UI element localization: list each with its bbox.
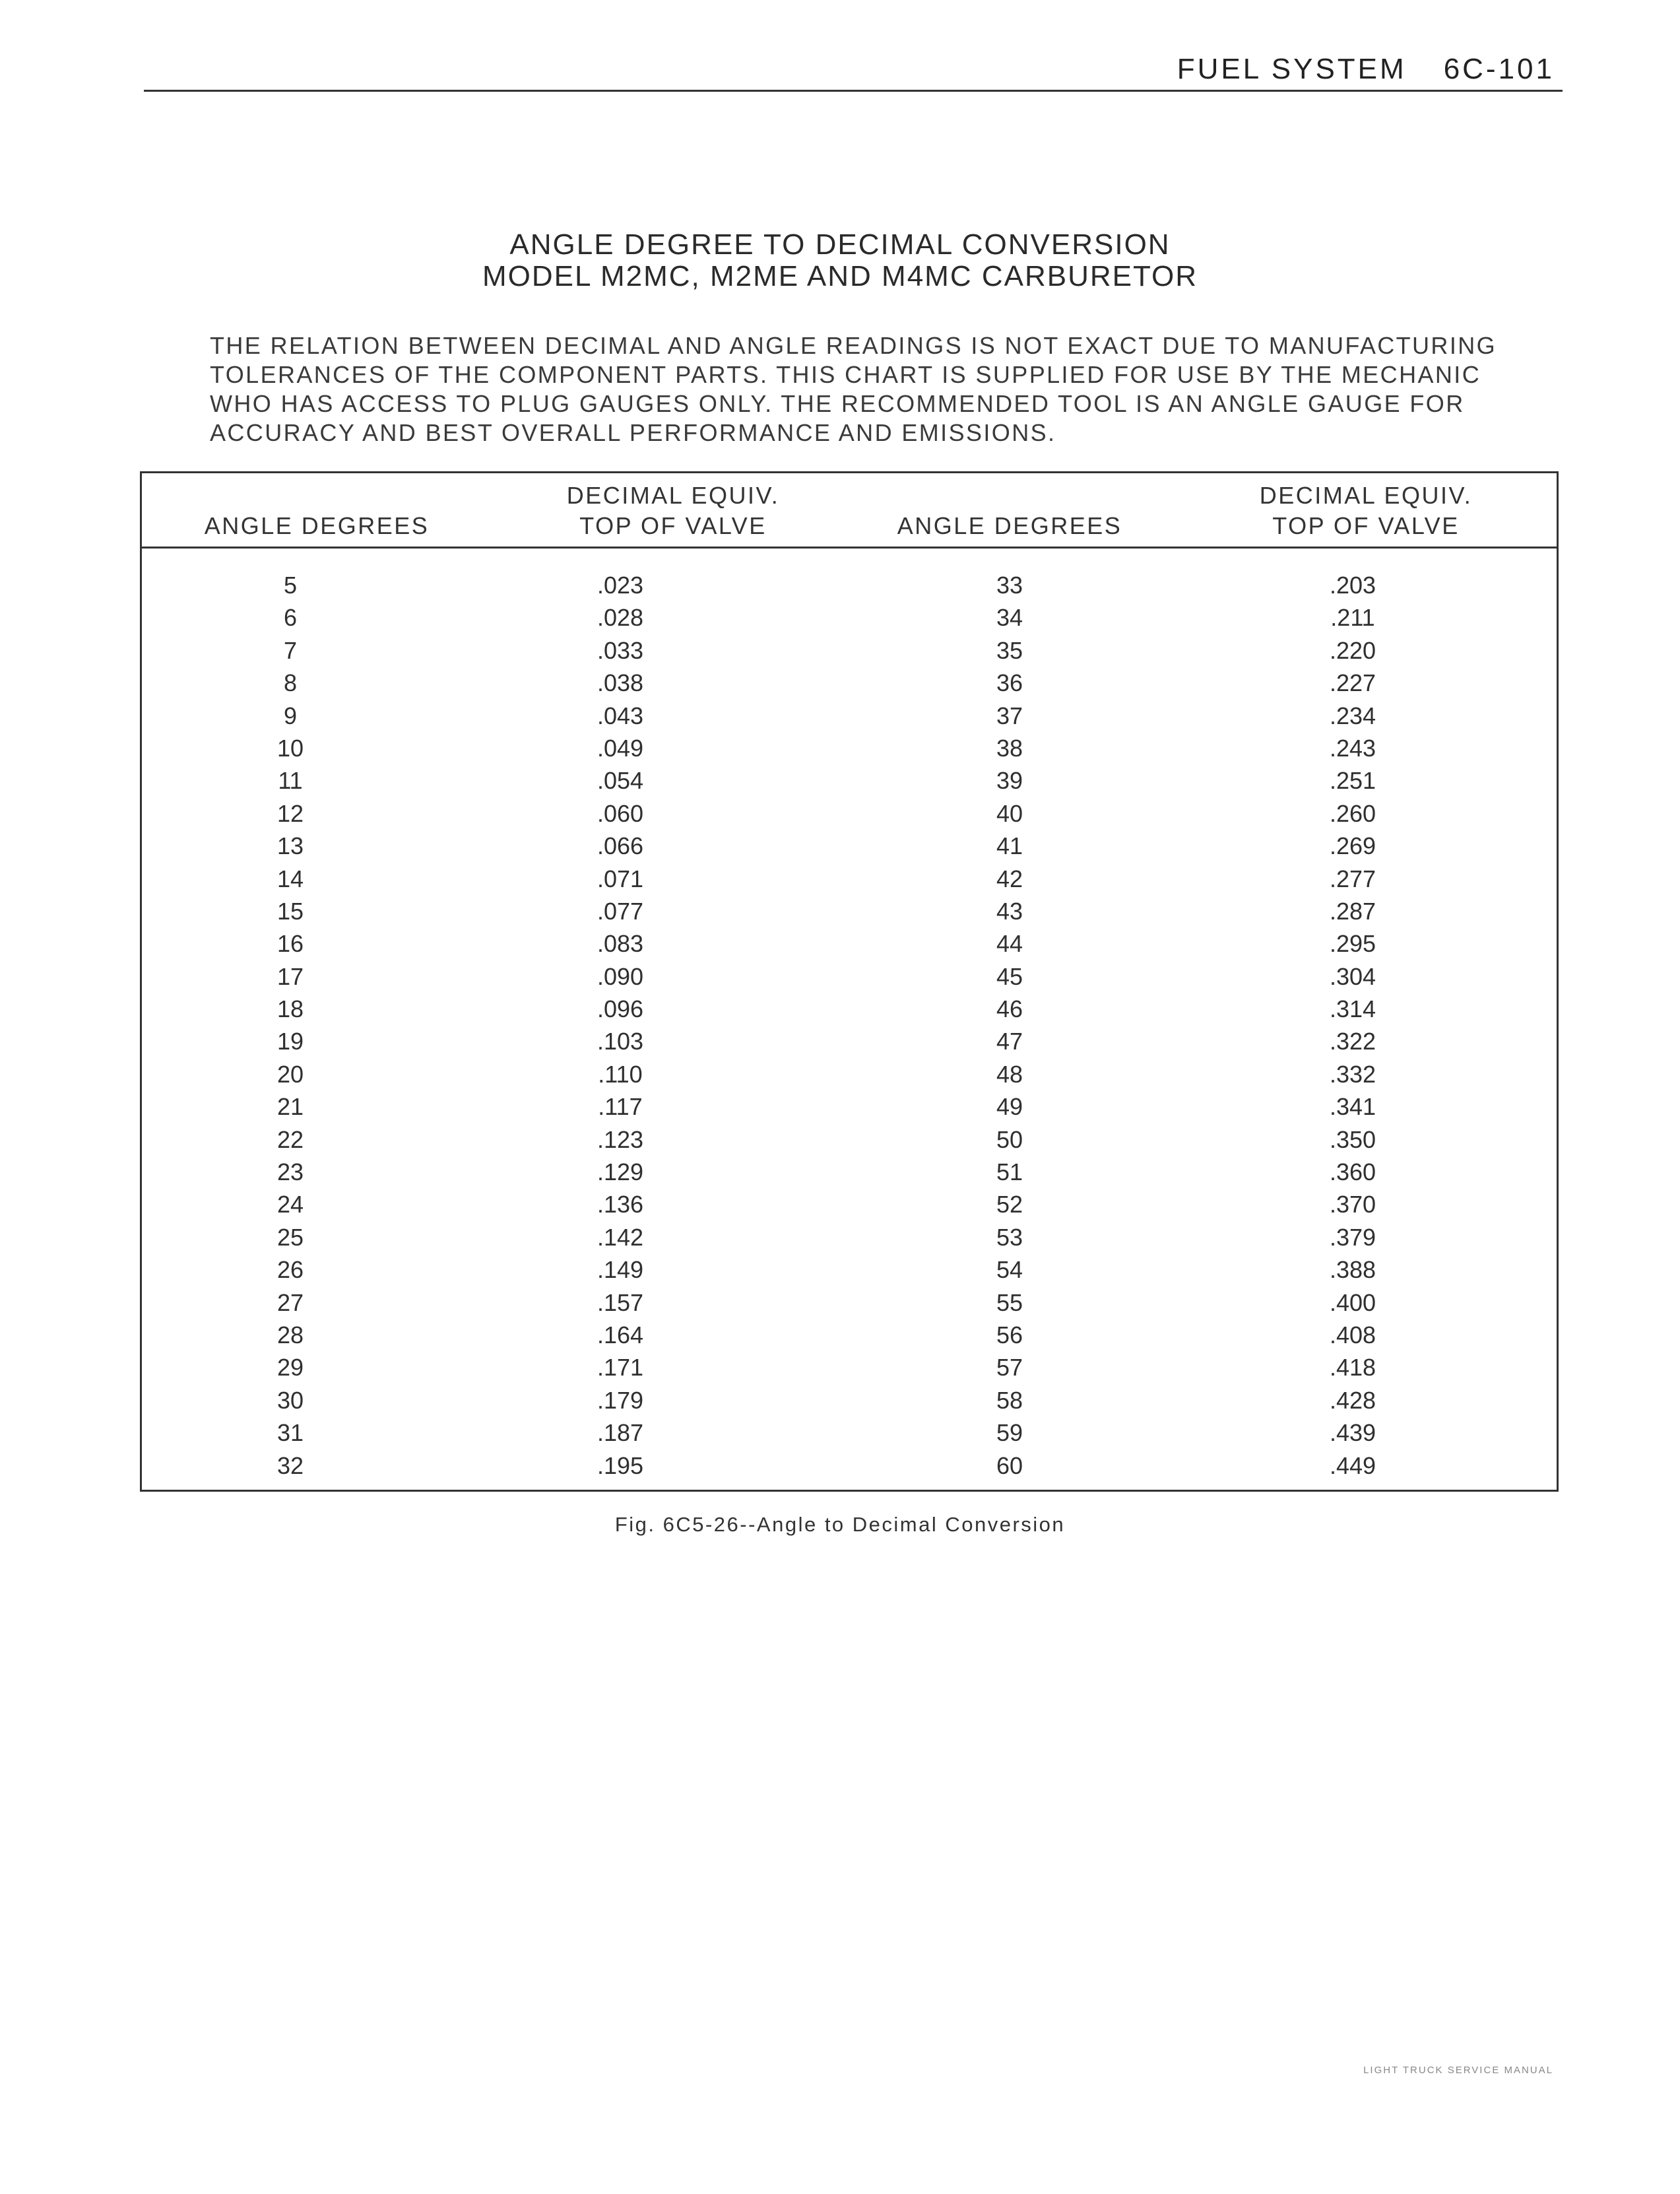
page-number: 6C-101 — [1443, 53, 1555, 85]
column-decimal-right — [1287, 569, 1419, 1482]
chart-title-line1: ANGLE DEGREE TO DECIMAL CONVERSION — [509, 228, 1171, 261]
angle-cell: 12 — [276, 799, 304, 827]
angle-cell: 9 — [283, 702, 298, 729]
angle-cell: 11 — [278, 767, 303, 795]
angle-cell: 20 — [276, 1060, 304, 1088]
angle-cell: 10 — [276, 734, 304, 762]
angle-cell: 49 — [996, 1093, 1023, 1121]
angle-cell: 38 — [996, 734, 1023, 762]
decimal-cell: .350 — [1329, 1125, 1376, 1153]
decimal-cell: .117 — [598, 1093, 643, 1121]
decimal-cell: .449 — [1329, 1451, 1376, 1479]
header-decimal-equiv-right: DECIMAL EQUIV. — [1259, 482, 1473, 509]
angle-cell: 41 — [996, 832, 1023, 860]
decimal-cell: .277 — [1329, 865, 1376, 892]
angle-cell: 27 — [276, 1288, 304, 1316]
decimal-cell: .314 — [1329, 995, 1376, 1023]
decimal-cell: .149 — [597, 1256, 644, 1284]
angle-cell: 14 — [276, 865, 304, 892]
decimal-cell: .360 — [1329, 1158, 1376, 1186]
decimal-cell: .187 — [597, 1419, 644, 1447]
decimal-cell: .171 — [597, 1354, 644, 1381]
intro-paragraph — [210, 331, 1609, 448]
angle-cell: 15 — [276, 897, 304, 925]
angle-cell: 59 — [996, 1419, 1023, 1447]
header-top-of-valve-left: TOP OF VALVE — [579, 512, 767, 539]
angle-cell: 51 — [996, 1158, 1023, 1186]
angle-cell: 29 — [276, 1354, 304, 1381]
decimal-cell: .157 — [597, 1288, 644, 1316]
decimal-cell: .408 — [1329, 1321, 1376, 1348]
angle-cell: 45 — [996, 962, 1023, 990]
header-top-of-valve-right: TOP OF VALVE — [1272, 512, 1460, 539]
decimal-cell: .066 — [597, 832, 644, 860]
angle-cell: 42 — [996, 865, 1023, 892]
intro-line: WHO HAS ACCESS TO PLUG GAUGES ONLY. THE RECOMMENDED TOOL IS AN ANGLE GAUGE FOR — [210, 390, 1465, 417]
angle-cell: 40 — [996, 799, 1023, 827]
decimal-cell: .260 — [1329, 799, 1376, 827]
decimal-cell: .077 — [597, 897, 644, 925]
decimal-cell: .370 — [1329, 1191, 1376, 1218]
decimal-cell: .304 — [1329, 962, 1376, 990]
angle-cell: 30 — [276, 1386, 304, 1414]
decimal-cell: .129 — [597, 1158, 644, 1186]
angle-cell: 52 — [996, 1191, 1023, 1218]
decimal-cell: .179 — [597, 1386, 644, 1414]
decimal-cell: .322 — [1329, 1028, 1376, 1055]
decimal-cell: .379 — [1329, 1223, 1376, 1251]
angle-cell: 33 — [996, 572, 1023, 599]
angle-cell: 36 — [996, 669, 1023, 697]
decimal-cell: .136 — [597, 1191, 644, 1218]
angle-cell: 50 — [996, 1125, 1023, 1153]
angle-cell: 60 — [996, 1451, 1023, 1479]
decimal-cell: .195 — [597, 1451, 644, 1479]
decimal-cell: .038 — [597, 669, 644, 697]
intro-line: ACCURACY AND BEST OVERALL PERFORMANCE AND EMISSIONS. — [210, 419, 1056, 446]
footer-label: LIGHT TRUCK SERVICE MANUAL — [1363, 2065, 1553, 2076]
decimal-cell: .220 — [1329, 636, 1376, 664]
decimal-cell: .071 — [597, 865, 644, 892]
decimal-cell: .211 — [1330, 604, 1375, 632]
angle-cell: 13 — [276, 832, 304, 860]
angle-cell: 18 — [276, 995, 304, 1023]
decimal-cell: .054 — [597, 767, 644, 795]
angle-cell: 31 — [276, 1419, 304, 1447]
decimal-cell: .388 — [1329, 1256, 1376, 1284]
angle-cell: 16 — [276, 930, 304, 958]
decimal-cell: .227 — [1329, 669, 1376, 697]
angle-cell: 48 — [996, 1060, 1023, 1088]
column-angle-right — [944, 569, 1076, 1482]
decimal-cell: .028 — [597, 604, 644, 632]
decimal-cell: .110 — [598, 1060, 643, 1088]
angle-cell: 21 — [276, 1093, 304, 1121]
header-decimal-equiv-left: DECIMAL EQUIV. — [566, 482, 780, 509]
angle-cell: 57 — [996, 1354, 1023, 1381]
decimal-cell: .043 — [597, 702, 644, 729]
chart-title-line2: MODEL M2MC, M2ME AND M4MC CARBURETOR — [482, 260, 1198, 292]
angle-cell: 32 — [276, 1451, 304, 1479]
angle-cell: 58 — [996, 1386, 1023, 1414]
decimal-cell: .269 — [1329, 832, 1376, 860]
decimal-cell: .103 — [597, 1028, 644, 1055]
decimal-cell: .203 — [1329, 572, 1376, 599]
decimal-cell: .251 — [1329, 767, 1376, 795]
angle-cell: 26 — [276, 1256, 304, 1284]
header-angle-degrees-right: ANGLE DEGREES — [897, 512, 1122, 539]
decimal-cell: .341 — [1329, 1093, 1376, 1121]
angle-cell: 22 — [276, 1125, 304, 1153]
decimal-cell: .083 — [597, 930, 644, 958]
figure-caption: Fig. 6C5-26--Angle to Decimal Conversion — [614, 1513, 1066, 1536]
decimal-cell: .049 — [597, 734, 644, 762]
decimal-cell: .400 — [1329, 1288, 1376, 1316]
angle-cell: 17 — [276, 962, 304, 990]
column-decimal-left — [554, 569, 686, 1482]
decimal-cell: .033 — [597, 636, 644, 664]
decimal-cell: .418 — [1329, 1354, 1376, 1381]
header-angle-degrees-left: ANGLE DEGREES — [204, 512, 430, 539]
angle-cell: 47 — [996, 1028, 1023, 1055]
decimal-cell: .090 — [597, 962, 644, 990]
decimal-cell: .332 — [1329, 1060, 1376, 1088]
angle-cell: 35 — [996, 636, 1023, 664]
angle-cell: 39 — [996, 767, 1023, 795]
intro-line: TOLERANCES OF THE COMPONENT PARTS. THIS CHART IS SUPPLIED FOR USE BY THE MECHANIC — [210, 361, 1481, 388]
angle-cell: 55 — [996, 1288, 1023, 1316]
angle-cell: 56 — [996, 1321, 1023, 1348]
decimal-cell: .428 — [1329, 1386, 1376, 1414]
angle-cell: 24 — [276, 1191, 304, 1218]
decimal-cell: .060 — [597, 799, 644, 827]
decimal-cell: .243 — [1329, 734, 1376, 762]
column-angle-left — [224, 569, 356, 1482]
header-rule — [144, 90, 1563, 92]
decimal-cell: .123 — [597, 1125, 644, 1153]
angle-cell: 53 — [996, 1223, 1023, 1251]
angle-cell: 54 — [996, 1256, 1023, 1284]
intro-line: THE RELATION BETWEEN DECIMAL AND ANGLE READINGS IS NOT EXACT DUE TO MANUFACTURING — [210, 332, 1497, 359]
angle-cell: 34 — [996, 604, 1023, 632]
decimal-cell: .164 — [597, 1321, 644, 1348]
angle-cell: 5 — [283, 572, 298, 599]
angle-cell: 19 — [276, 1028, 304, 1055]
decimal-cell: .023 — [597, 572, 644, 599]
decimal-cell: .287 — [1329, 897, 1376, 925]
angle-cell: 44 — [996, 930, 1023, 958]
decimal-cell: .096 — [597, 995, 644, 1023]
decimal-cell: .295 — [1329, 930, 1376, 958]
decimal-cell: .234 — [1329, 702, 1376, 729]
angle-cell: 6 — [283, 604, 298, 632]
angle-cell: 25 — [276, 1223, 304, 1251]
page-header — [1177, 53, 1555, 86]
angle-cell: 43 — [996, 897, 1023, 925]
decimal-cell: .439 — [1329, 1419, 1376, 1447]
section-title: FUEL SYSTEM — [1177, 53, 1407, 85]
angle-cell: 7 — [283, 636, 298, 664]
angle-cell: 28 — [276, 1321, 304, 1348]
decimal-cell: .142 — [597, 1223, 644, 1251]
angle-cell: 37 — [996, 702, 1023, 729]
angle-cell: 23 — [276, 1158, 304, 1186]
angle-cell: 46 — [996, 995, 1023, 1023]
table-header-rule — [140, 547, 1559, 548]
angle-cell: 8 — [283, 669, 298, 697]
